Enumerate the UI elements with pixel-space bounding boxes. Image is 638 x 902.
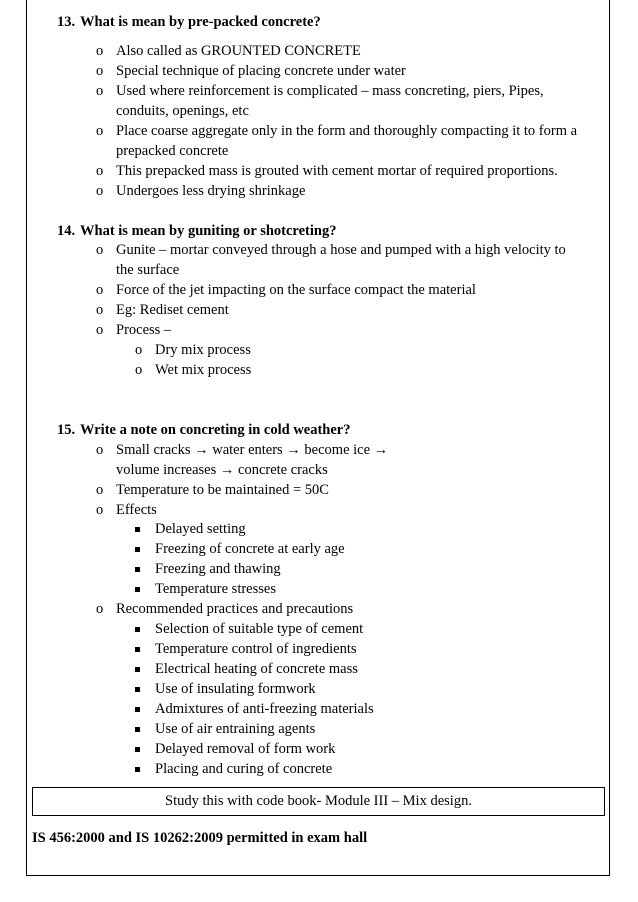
q15-practice-item: Use of insulating formwork <box>155 681 316 697</box>
q13-item-text: Also called as GROUNTED CONCRETE <box>116 43 361 59</box>
q15-effect-item: Freezing and thawing <box>155 561 281 577</box>
bullet-marker: o <box>96 282 104 298</box>
q13-item-text: This prepacked mass is grouted with cement mortar of required proportions. <box>116 163 558 179</box>
bullet-marker: o <box>96 601 104 617</box>
square-bullet-icon <box>135 727 140 732</box>
note-text: Study this with code book- Module III – Mix design. <box>165 793 472 809</box>
square-bullet-icon <box>135 527 140 532</box>
square-bullet-icon <box>135 647 140 652</box>
bullet-marker: o <box>96 123 104 139</box>
square-bullet-icon <box>135 707 140 712</box>
q15-practice-item: Delayed removal of form work <box>155 741 336 757</box>
square-bullet-icon <box>135 687 140 692</box>
q14-item-text: Process – <box>116 322 172 338</box>
q14-process-item: Dry mix process <box>155 342 251 358</box>
q15-practice-item: Selection of suitable type of cement <box>155 621 364 637</box>
q15-heading: Write a note on concreting in cold weather? <box>80 422 351 438</box>
q15-effect-item: Temperature stresses <box>155 581 276 597</box>
q15-effect-item: Freezing of concrete at early age <box>155 541 345 557</box>
q15-practice-item: Use of air entraining agents <box>155 721 316 737</box>
q15-practices-label: Recommended practices and precautions <box>116 601 354 617</box>
note-box <box>32 787 605 816</box>
q13-item-text: Used where reinforcement is complicated – mass concreting, piers, Pipes, <box>116 83 544 99</box>
q15-practice-item: Temperature control of ingredients <box>155 641 357 657</box>
exam-hall-footer: IS 456:2000 and IS 10262:2009 permitted in exam hall <box>32 830 368 846</box>
q13-item-text: Place coarse aggregate only in the form and thoroughly compacting it to form a <box>116 123 578 139</box>
q15-number: 15. <box>57 422 76 438</box>
q13-heading: What is mean by pre-packed concrete? <box>80 14 321 30</box>
square-bullet-icon <box>135 767 140 772</box>
square-bullet-icon <box>135 567 140 572</box>
q13-item-text: Undergoes less drying shrinkage <box>116 183 306 199</box>
bullet-marker: o <box>96 502 104 518</box>
q15-practice-item: Admixtures of anti-freezing materials <box>155 701 374 717</box>
bullet-marker: o <box>96 163 104 179</box>
bullet-marker: o <box>96 63 104 79</box>
square-bullet-icon <box>135 627 140 632</box>
q14-item-text: the surface <box>116 262 180 278</box>
q14-number: 14. <box>57 223 76 239</box>
q14-item-text: Gunite – mortar conveyed through a hose and pumped with a high velocity to <box>116 242 566 258</box>
q15-temperature: Temperature to be maintained = 50C <box>116 482 329 498</box>
square-bullet-icon <box>135 587 140 592</box>
square-bullet-icon <box>135 547 140 552</box>
bullet-marker: o <box>96 83 104 99</box>
bullet-marker: o <box>96 242 104 258</box>
q15-practice-item: Electrical heating of concrete mass <box>155 661 358 677</box>
q14-item-text: Force of the jet impacting on the surface compact the material <box>116 282 476 298</box>
q14-process-item: Wet mix process <box>155 362 252 378</box>
bullet-marker: o <box>96 43 104 59</box>
q15-effect-item: Delayed setting <box>155 521 246 537</box>
bullet-marker: o <box>96 482 104 498</box>
q15-cracks-line1: Small cracks → water enters → become ice → <box>116 442 389 458</box>
bullet-marker: o <box>135 342 143 358</box>
q14-heading: What is mean by guniting or shotcreting? <box>80 223 337 239</box>
bullet-marker: o <box>96 183 104 199</box>
square-bullet-icon <box>135 747 140 752</box>
q15-effects-label: Effects <box>116 502 157 518</box>
q15-cracks-line2: volume increases → concrete cracks <box>116 462 328 478</box>
bullet-marker: o <box>96 302 104 318</box>
bullet-marker: o <box>96 442 104 458</box>
q15-practice-item: Placing and curing of concrete <box>155 761 333 777</box>
q13-number: 13. <box>57 14 76 30</box>
bullet-marker: o <box>96 322 104 338</box>
q13-item-text: Special technique of placing concrete under water <box>116 63 406 79</box>
q13-item-text: conduits, openings, etc <box>116 103 249 119</box>
square-bullet-icon <box>135 667 140 672</box>
q13-item-text: prepacked concrete <box>116 143 229 159</box>
q14-item-text: Eg: Rediset cement <box>116 302 229 318</box>
bullet-marker: o <box>135 362 143 378</box>
